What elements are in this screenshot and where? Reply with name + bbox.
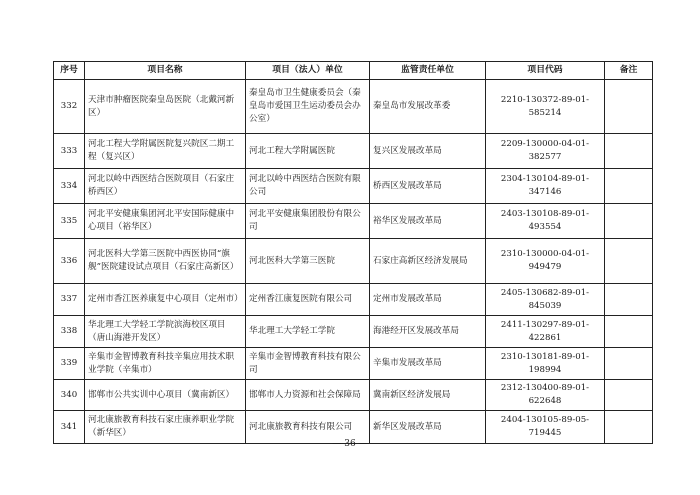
table-row: [54, 380, 653, 411]
cell-project-code: 2312-130400-89-01-622648: [486, 380, 605, 411]
cell-legal-unit: 河北平安健康集团股份有限公司: [246, 204, 370, 239]
cell-index: 334: [54, 169, 85, 204]
cell-legal-unit: 秦皇岛市卫生健康委员会（秦皇岛市爱国卫生运动委员会办公室）: [246, 80, 370, 134]
cell-note: [605, 348, 653, 380]
cell-project-name: 河北以岭中西医结合医院项目（石家庄桥西区）: [85, 169, 246, 204]
cell-supervisor: 裕华区发展改革局: [370, 204, 486, 239]
header-index: 序号: [54, 62, 85, 80]
cell-project-name: 邯郸市公共实训中心项目（冀南新区）: [85, 380, 246, 411]
cell-legal-unit: 华北理工大学轻工学院: [246, 316, 370, 348]
cell-supervisor: 冀南新区经济发展局: [370, 380, 486, 411]
cell-supervisor: 新华区发展改革局: [370, 411, 486, 444]
cell-project-name: 河北平安健康集团河北平安国际健康中心项目（裕华区）: [85, 204, 246, 239]
cell-legal-unit: 河北以岭中西医结合医院有限公司: [246, 169, 370, 204]
cell-supervisor: 海港经开区发展改革局: [370, 316, 486, 348]
cell-index: 336: [54, 239, 85, 284]
cell-note: [605, 316, 653, 348]
cell-project-code: 2209-130000-04-01-382577: [486, 134, 605, 169]
project-table: [53, 61, 653, 444]
cell-note: [605, 169, 653, 204]
header-note: 备注: [605, 62, 653, 80]
cell-note: [605, 134, 653, 169]
table-row: [54, 316, 653, 348]
cell-project-code: 2304-130104-89-01-347146: [486, 169, 605, 204]
cell-index: 338: [54, 316, 85, 348]
cell-project-code: 2411-130297-89-01-422861: [486, 316, 605, 348]
cell-supervisor: 辛集市发展改革局: [370, 348, 486, 380]
cell-project-code: 2310-130181-89-01-198994: [486, 348, 605, 380]
table-row: [54, 284, 653, 316]
cell-index: 339: [54, 348, 85, 380]
cell-legal-unit: 邯郸市人力资源和社会保障局: [246, 380, 370, 411]
table-row: [54, 134, 653, 169]
cell-index: 332: [54, 80, 85, 134]
cell-project-name: 定州市香江医养康复中心项目（定州市）: [85, 284, 246, 316]
header-project-name: 项目名称: [85, 62, 246, 80]
cell-project-code: 2405-130682-89-01-845039: [486, 284, 605, 316]
cell-index: 337: [54, 284, 85, 316]
table-row: [54, 204, 653, 239]
header-legal-unit: 项目（法人）单位: [246, 62, 370, 80]
cell-project-name: 辛集市金智博教育科技辛集应用技术职业学院（辛集市）: [85, 348, 246, 380]
cell-legal-unit: 河北工程大学附属医院: [246, 134, 370, 169]
cell-index: 340: [54, 380, 85, 411]
cell-supervisor: 复兴区发展改革局: [370, 134, 486, 169]
cell-supervisor: 秦皇岛市发展改革委: [370, 80, 486, 134]
header-supervisor: 监管责任单位: [370, 62, 486, 80]
page-number: — 36 —: [332, 439, 368, 449]
cell-supervisor: 桥西区发展改革局: [370, 169, 486, 204]
cell-index: 333: [54, 134, 85, 169]
cell-note: [605, 80, 653, 134]
cell-note: [605, 380, 653, 411]
cell-legal-unit: 河北康旅教育科技有限公司: [246, 411, 370, 444]
cell-supervisor: 石家庄高新区经济发展局: [370, 239, 486, 284]
cell-index: 335: [54, 204, 85, 239]
table-row: [54, 169, 653, 204]
cell-project-name: 河北医科大学第三医院中西医协同“旗舰”医院建设试点项目（石家庄高新区）: [85, 239, 246, 284]
cell-project-code: 2403-130108-89-01-493554: [486, 204, 605, 239]
cell-project-name: 河北康旅教育科技石家庄康养职业学院（新华区）: [85, 411, 246, 444]
cell-project-code: 2310-130000-04-01-949479: [486, 239, 605, 284]
cell-note: [605, 284, 653, 316]
cell-project-name: 华北理工大学轻工学院滨海校区项目（唐山海港开发区）: [85, 316, 246, 348]
cell-supervisor: 定州市发展改革局: [370, 284, 486, 316]
cell-index: 341: [54, 411, 85, 444]
header-project-code: 项目代码: [486, 62, 605, 80]
cell-project-code: 2210-130372-89-01-585214: [486, 80, 605, 134]
cell-note: [605, 204, 653, 239]
table-row: [54, 239, 653, 284]
cell-note: [605, 239, 653, 284]
cell-project-code: 2404-130105-89-05-719445: [486, 411, 605, 444]
cell-project-name: 天津市肿瘤医院秦皇岛医院（北戴河新区）: [85, 80, 246, 134]
cell-legal-unit: 河北医科大学第三医院: [246, 239, 370, 284]
table-row: [54, 80, 653, 134]
table-row: [54, 348, 653, 380]
cell-project-name: 河北工程大学附属医院复兴院区二期工程（复兴区）: [85, 134, 246, 169]
table-header-row: [54, 62, 653, 80]
cell-legal-unit: 定州香江康复医院有限公司: [246, 284, 370, 316]
cell-legal-unit: 辛集市金智博教育科技有限公司: [246, 348, 370, 380]
